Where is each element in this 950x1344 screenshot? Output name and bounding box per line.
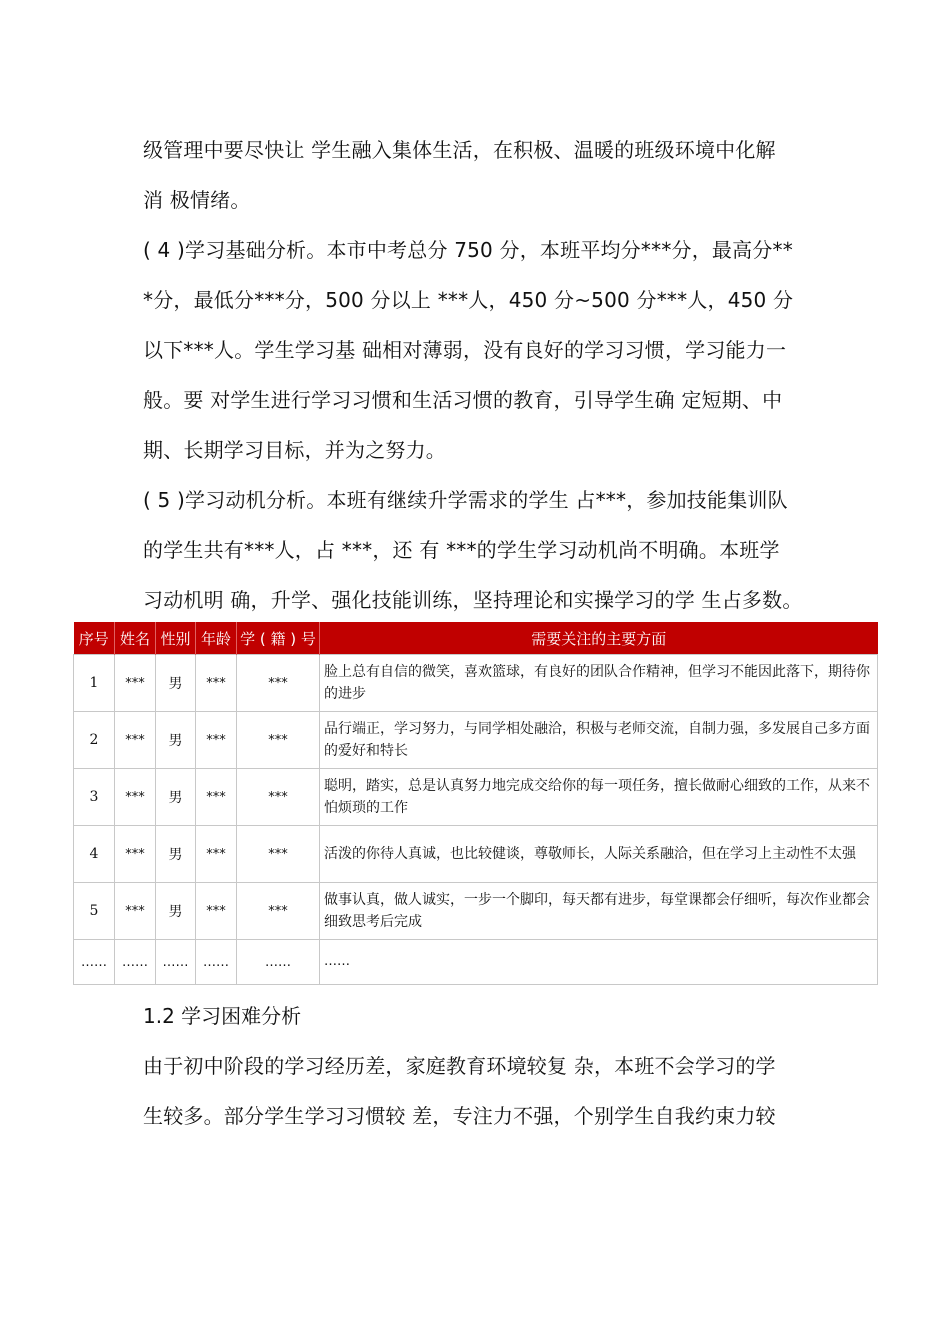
paragraph-line: *分，最低分***分，500 分以上 ***人，450 分~500 分***人，450 分 (143, 288, 794, 312)
cell-seq: 5 (74, 883, 115, 940)
section-heading: 1.2 学习困难分析 (143, 1004, 302, 1028)
paragraph-line: 期、长期学习目标，并为之努力。 (143, 438, 446, 462)
table-row (74, 826, 878, 883)
paragraph-line: 消 极情绪。 (143, 188, 251, 212)
cell-student-id: *** (237, 883, 320, 940)
table-row (74, 883, 878, 940)
cell-focus: 做事认真，做人诚实，一步一个脚印，每天都有进步，每堂课都会仔细听，每次作业都会细致思考后完成 (320, 883, 878, 940)
cell-gender: 男 (156, 883, 196, 940)
table-row (74, 655, 878, 712)
cell-ellipsis: …… (156, 940, 196, 985)
cell-age: *** (196, 883, 237, 940)
paragraph-line: 级管理中要尽快让 学生融入集体生活，在积极、温暖的班级环境中化解 (143, 138, 776, 162)
header-seq: 序号 (74, 622, 115, 655)
table-header-row (74, 622, 878, 655)
cell-student-id: *** (237, 712, 320, 769)
cell-gender: 男 (156, 712, 196, 769)
cell-student-id: *** (237, 769, 320, 826)
cell-student-id: *** (237, 826, 320, 883)
cell-focus: 品行端正，学习努力，与同学相处融洽，积极与老师交流，自制力强，多发展自己多方面的爱好和特长 (320, 712, 878, 769)
header-name: 姓名 (115, 622, 156, 655)
cell-age: *** (196, 712, 237, 769)
paragraph-line: ( 4 )学习基础分析。本市中考总分 750 分，本班平均分***分，最高分** (143, 238, 793, 262)
cell-ellipsis: …… (196, 940, 237, 985)
cell-ellipsis: …… (237, 940, 320, 985)
header-student-id: 学 ( 籍 ) 号 (237, 622, 320, 655)
student-focus-table (73, 622, 878, 985)
header-age: 年龄 (196, 622, 237, 655)
cell-age: *** (196, 769, 237, 826)
cell-gender: 男 (156, 655, 196, 712)
cell-student-id: *** (237, 655, 320, 712)
cell-name: *** (115, 769, 156, 826)
table-row (74, 769, 878, 826)
cell-age: *** (196, 655, 237, 712)
paragraph-line: 习动机明 确，升学、强化技能训练，坚持理论和实操学习的学 生占多数。 (143, 588, 803, 612)
header-gender: 性别 (156, 622, 196, 655)
cell-name: *** (115, 826, 156, 883)
cell-age: *** (196, 826, 237, 883)
cell-name: *** (115, 883, 156, 940)
cell-seq: 3 (74, 769, 115, 826)
cell-focus: 脸上总有自信的微笑，喜欢篮球，有良好的团队合作精神，但学习不能因此落下，期待你的进步 (320, 655, 878, 712)
cell-ellipsis: …… (320, 940, 878, 985)
cell-focus: 聪明，踏实，总是认真努力地完成交给你的每一项任务，擅长做耐心细致的工作，从来不怕烦琐的工作 (320, 769, 878, 826)
paragraph-line: 以下***人。学生学习基 础相对薄弱，没有良好的学习习惯，学习能力一 (143, 338, 787, 362)
paragraph-line: 由于初中阶段的学习经历差，家庭教育环境较复 杂，本班不会学习的学 (143, 1054, 776, 1078)
paragraph-line: 的学生共有***人，占 ***，还 有 ***的学生学习动机尚不明确。本班学 (143, 538, 780, 562)
cell-ellipsis: …… (74, 940, 115, 985)
paragraph-line: 生较多。部分学生学习习惯较 差，专注力不强，个别学生自我约束力较 (143, 1104, 776, 1128)
cell-ellipsis: …… (115, 940, 156, 985)
cell-gender: 男 (156, 769, 196, 826)
table-row (74, 712, 878, 769)
table-row-ellipsis (74, 940, 878, 985)
cell-name: *** (115, 712, 156, 769)
cell-seq: 4 (74, 826, 115, 883)
paragraph-line: ( 5 )学习动机分析。本班有继续升学需求的学生 占***，参加技能集训队 (143, 488, 788, 512)
cell-seq: 2 (74, 712, 115, 769)
cell-focus: 活泼的你待人真诚，也比较健谈，尊敬师长，人际关系融洽，但在学习上主动性不太强 (320, 826, 878, 883)
paragraph-line: 般。要 对学生进行学习习惯和生活习惯的教育，引导学生确 定短期、中 (143, 388, 783, 412)
cell-name: *** (115, 655, 156, 712)
header-focus-areas: 需要关注的主要方面 (320, 622, 878, 655)
cell-gender: 男 (156, 826, 196, 883)
cell-seq: 1 (74, 655, 115, 712)
